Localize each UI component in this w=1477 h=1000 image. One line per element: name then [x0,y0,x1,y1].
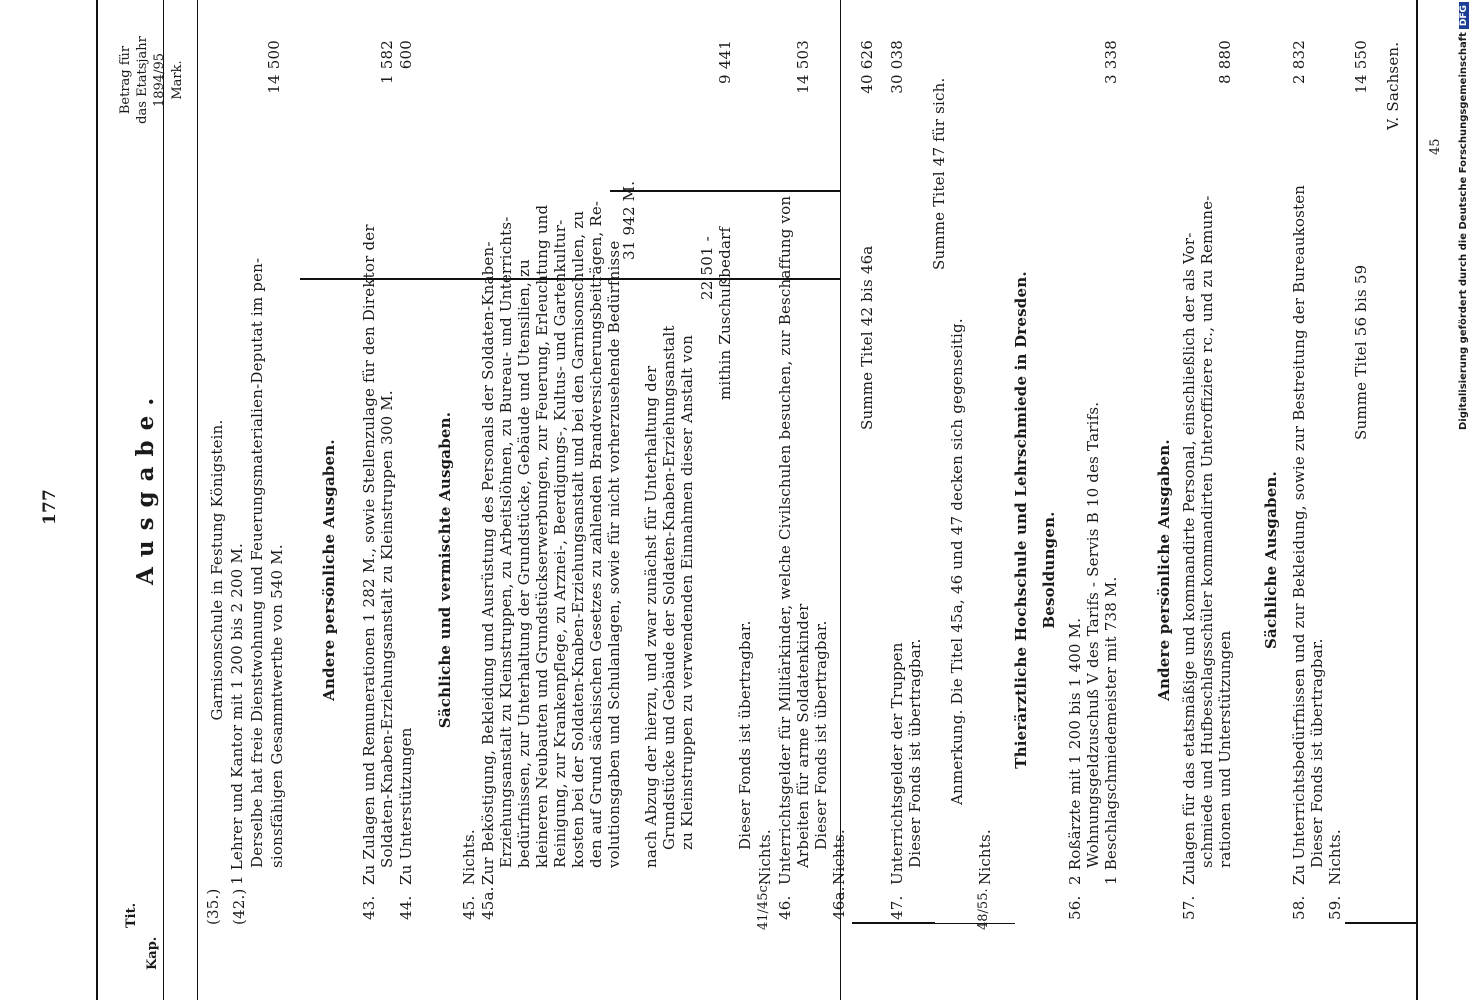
para-1: Zur Beköstigung, Bekleidung und Ausrüstung des Personals der Soldaten-Knaben- [479,241,497,885]
para-10: Grundstücke und Gebäude der Soldaten-Knaben-Erziehungsanstalt [660,325,678,850]
para-9: nach Abzug der hierzu, und zwar zunächst für Unterhaltung der [642,365,660,868]
line-57b: schmiede und Hufbeschlagsschüler kommandirten Unteroffiziere rc., und zu Remune- [1198,195,1216,868]
amount-14503: 14 503 [794,40,812,94]
kap-35: (35.) [204,888,222,925]
tit-48-55: 48/55. [976,888,991,930]
col-betrag-3: 1894/95 [152,53,167,108]
tit-47: 47. [888,895,906,920]
running-head: V. Sachsen. [1384,41,1402,130]
tit-44: 44. [397,895,415,920]
para-3: bedürfnissen, zur Unterhaltung der Grundstücke, Gebäude und Utensilien, zu [515,259,533,868]
tit-57: 57. [1180,895,1198,920]
sum-rule-3 [1345,922,1417,924]
tit-46a: 46a. [830,886,848,920]
garnison-title: Garnisonschule in Festung Königstein. [208,419,226,721]
kap-rule [163,0,164,1000]
para-8: volutionsgaben und Schulanlagen, sowie für nicht vorherzusehende Bedürfnisse [605,240,623,868]
summe-56-59: Summe Titel 56 bis 59 [1352,264,1370,440]
para-2: Erziehungsanstalt zu Kleinstruppen, zu Arbeitslöhnen, zu Bureau- und Unterrichts- [497,216,515,868]
col-kap-header: Kap. [145,936,160,970]
amount-3338: 3 338 [1102,40,1120,84]
saechliche-heading: Sächliche und vermischte Ausgaben. [436,411,454,729]
amount-40626: 40 626 [858,40,876,94]
line-46b: Arbeiten für arme Soldatenkinder [794,603,812,868]
line-58b: Dieser Fonds ist übertragbar. [1308,638,1326,868]
andere-heading: Andere persönliche Ausgaben. [320,439,338,701]
mithin-line: mithin Zuschußbedarf [716,226,734,400]
para-11-amount: 22 501 - [698,236,716,300]
sum-rule-1 [852,922,935,924]
line-1c: sionsfähigen Gesammtwerthe von 540 M. [268,544,286,868]
tit-45b: 41/45c. [756,881,771,930]
tit-45a: 45a. [479,886,497,920]
line-56c: 1 Beschlagschmiedemeister mit 738 M. [1102,576,1120,885]
tit-46: 46. [776,895,794,920]
para-7: den auf Grund sächsischen Gesetzes zu zahlenden Brandversicherungsbeiträgen, Re- [587,200,605,868]
line-48-55: Nichts. [976,829,994,885]
amount-30038: 30 038 [888,40,906,94]
amount-2832: 2 832 [1290,40,1308,84]
dfg-logo: DFG [1459,2,1469,29]
tit-56: 56. [1066,895,1084,920]
para-6: kosten bei der Soldaten-Knaben-Erziehungsanstalt und bei den Garnisonschulen, zu [569,210,587,868]
line-57a: Zulagen für das etatsmäßige und kommandirte Personal, einschließlich der als Vor- [1180,232,1198,885]
col-betrag-4: Mark. [170,60,185,100]
line-57c: rationen und Unterstützungen [1216,630,1234,868]
line-46c: Dieser Fonds ist übertragbar. [812,620,830,850]
top-rule [96,0,98,1000]
andere-heading-2: Andere persönliche Ausgaben. [1155,439,1173,701]
anmerkung: Anmerkung. Die Titel 45a, 46 und 47 decken sich gegenseitig. [948,318,966,805]
amount-1582: 1 582 [378,40,396,84]
amount-14550: 14 550 [1352,40,1370,94]
line-56b: Wohnungsgeldzuschuß V des Tarifs - Servis B 10 des Tarifs. [1084,401,1102,868]
line-45b: Nichts. [756,829,774,885]
line-58a: Zu Unterrichtsbedürfnissen und zur Bekleidung, sowie zur Bestreitung der Bureaukosten [1290,184,1308,885]
col-betrag-2: das Etatsjahr [135,36,150,124]
line-56a: 2 Roßärzte mit 1 200 bis 1 400 M. [1066,617,1084,885]
line-1b: Derselbe hat freie Dienstwohnung und Feuerungsmaterialien-Deputat im pen- [248,257,266,868]
para-11: zu Kleinstruppen zu verwendenden Einnahmen dieser Anstalt von [678,334,696,850]
line-47b: Dieser Fonds ist übertragbar. [906,638,924,868]
col-tit-header: Tit. [124,902,139,928]
tit-43: 43. [360,895,378,920]
saechliche-heading-2: Sächliche Ausgaben. [1262,471,1280,649]
page-number: 177 [40,488,60,525]
sub-rule-2 [610,190,840,192]
dfg-stamp-text: Digitalisierung gefördert durch die Deutsche Forschungsgemeinschaft [1458,32,1469,430]
para-8-amount: 31 942 M. [620,180,638,260]
dfg-stamp [1458,2,1469,430]
line-44: Zu Unterstützungen [397,727,415,885]
summe-47: Summe Titel 47 für sich. [930,77,948,270]
besoldungen-heading: Besoldungen. [1040,511,1058,629]
bottom-rule [1416,0,1418,1000]
amount-600: 600 [397,40,415,70]
sum-rule-2 [935,923,1015,924]
amount-9441: 9 441 [716,40,734,84]
summe-42-46a: Summe Titel 42 bis 46a [858,245,876,430]
amount-14500: 14 500 [265,40,283,94]
dieser-fonds-1: Dieser Fonds ist übertragbar. [736,620,754,850]
tit-42: (42.) [230,888,248,925]
line-46a-nichts: Nichts. [830,829,848,885]
section-title: Ausgabe. [132,387,159,585]
line-47a: Unterrichtsgelder der Truppen [888,642,906,885]
tit-45: 45. [460,895,478,920]
line-1a: 1 Lehrer und Kantor mit 1 200 bis 2 200 M. [228,543,246,885]
line-59: Nichts. [1326,829,1344,885]
footer-number: 45 [1428,138,1443,155]
tierarzt-heading: Thierärztliche Hochschule und Lehrschmiede in Dresden. [1012,271,1030,769]
amount-8880: 8 880 [1216,40,1234,84]
col-betrag-1: Betrag für [118,45,133,115]
para-4: kleineren Neubauten und Grundstückserwerbungen, zur Feuerung, Erleuchtung und [533,204,551,868]
line-45: Nichts. [460,829,478,885]
tit-58: 58. [1290,895,1308,920]
line-46a: Unterrichtsgelder für Militärkinder, welche Civilschulen besuchen, zur Beschaffung von [776,195,794,885]
line-43a: Zu Zulagen und Remunerationen 1 282 M., sowie Stellenzulage für den Direktor der [360,224,378,885]
para-5: Reinigung, zur Krankenpflege, zu Arznei-, Beerdigungs-, Kultus- und Gartenkultur- [551,219,569,868]
line-43b: Soldaten-Knaben-Erziehungsanstalt zu Kleinstruppen 300 M. [378,390,396,868]
tit-rule [197,0,198,1000]
tit-59: 59. [1326,895,1344,920]
